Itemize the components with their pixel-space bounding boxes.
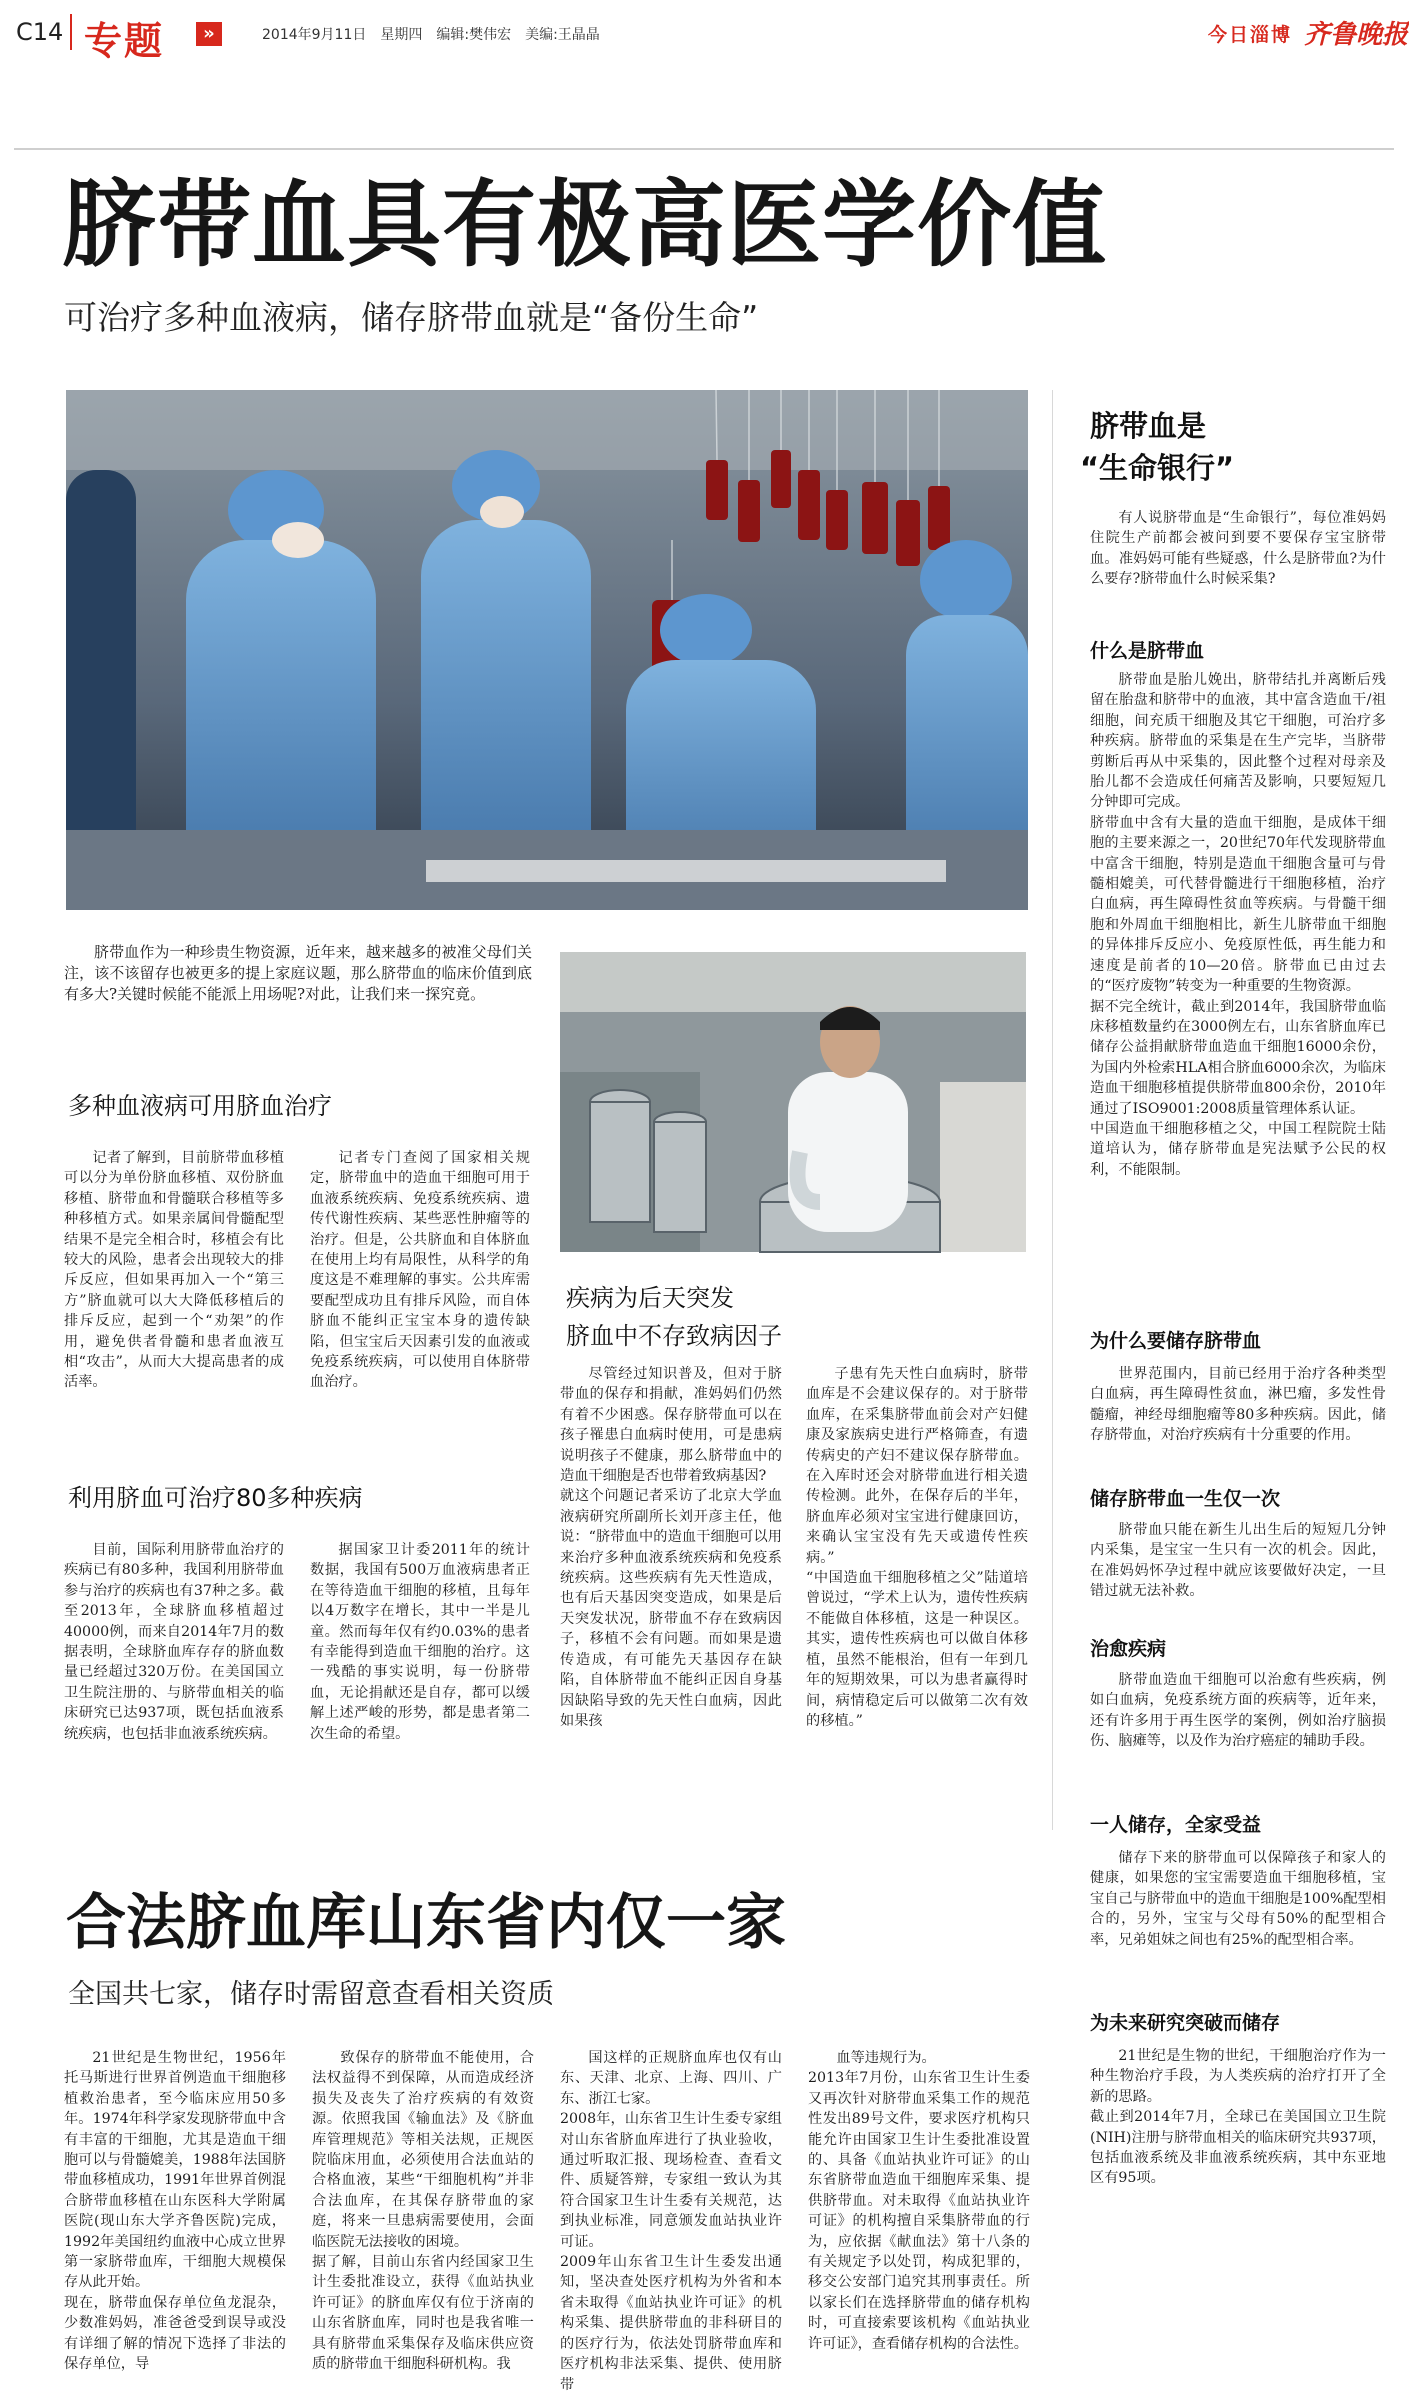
story2-col3-text: 国这样的正规脐血库也仅有山东、天津、北京、上海、四川、广东、浙江七家。 2008年，山东省卫生计生委专家组对山东省脐血库进行了执业验收，通过听取汇报、现场检查、查看文件、质疑答辩，专家组一致认为其符合国家卫生计生委有关规范，达到执业标准，同意颁发血站执业许可证。 2009年山东省卫生计生委发出通知，坚决查处医疗机构为外省和本省未取得《血站执业许可证》的机构采集、提供脐带血的非科研目的的医疗行为，依法处罚脐带血库和医疗机构非法采集、提供、使用脐带 — [560, 2050, 782, 2393]
inset-heading-line1: 疾病为后天突发 — [566, 1284, 734, 1312]
sidebar-heading-once: 储存脐带血一生仅一次 — [1090, 1488, 1281, 1510]
story2-headline: 合法脐血库山东省内仅一家 — [66, 1888, 786, 1958]
story2-col1-text: 21世纪是生物世纪，1956年托马斯进行世界首例造血干细胞移植救治患者，至今临床应用50多年。1974年科学家发现脐带血中含有丰富的干细胞，尤其是造血干细胞可以与骨髓媲美，1988年法国脐带血移植成功，1991年世界首例混合脐带血移植在山东医科大学附属医院(现山东大学齐鲁医院)完成，1992年美国纽约血液中心成立世界第一家脐带血库，干细胞大规模保存从此开始。 现在，脐带血保存单位鱼龙混杂，少数准妈妈，准爸爸受到误导或没有详细了解的情况下选择了非法的保存单位，导 — [64, 2050, 286, 2373]
section-arrow-icon: » — [196, 22, 222, 46]
section2-col1 — [64, 1540, 284, 1858]
sidebar-intro-text: 有人说脐带血是“生命银行”，每位准妈妈住院生产前都会被问到要不要保存宝宝脐带血。准妈妈可能有些疑惑，什么是脐带血?为什么要存?脐带血什么时候采集? — [1090, 510, 1386, 588]
sidebar-text-future — [1090, 2046, 1386, 2376]
inset-heading-line2: 脐血中不存致病因子 — [566, 1322, 782, 1350]
section2-col2-text: 据国家卫计委2011年的统计数据，我国有500万血液病患者正在等待造血干细胞的移植，且每年以4万数字在增长，其中一半是儿童。然而每年仅有约0.03%的患者有幸能得到造血干细胞的治疗。这一残酷的事实说明，每一份脐带血，无论捐献还是自存，都可以缓解上述严峻的形势，都是患者第二次生命的希望。 — [310, 1542, 530, 1742]
date-line: 2014年9月11日 星期四 编辑:樊伟宏 美编:王晶晶 — [262, 27, 600, 43]
inset-col2-text: 子患有先天性白血病时，脐带血库是不会建议保存的。对于脐带血库，在采集脐带血前会对产妇健康及家族病史进行严格筛查，有遗传病史的产妇不建议保存脐带血。在入库时还会对脐带血进行相关遗传检测。此外，在保存后的半年，脐血库必须对宝宝进行健康回访，来确认宝宝没有先天或遗传性疾病。” “中国造血干细胞移植之父”陆道培曾说过，“学术上认为，遗传性疾病不能做自体移植，这是一种误区。其实，遗传性疾病也可以做自体移植，虽然不能根治，但有一年到几年的短期效果，可以为患者赢得时间，病情稳定后可以做第二次有效的移植。” — [806, 1366, 1028, 1729]
sidebar-title-line1: 脐带血是 — [1090, 409, 1207, 443]
section1-heading: 多种血液病可用脐血治疗 — [68, 1092, 332, 1120]
story2-col4 — [808, 2048, 1030, 2378]
section1-col1-text: 记者了解到，目前脐带血移植可以分为单份脐血移植、双份脐血移植、脐带血和骨髓联合移植等多种移植方式。如果亲属间骨髓配型结果不是完全相合时，移植会有比较大的风险，患者会出现较大的排斥反应，但如果再加入一个“第三方”脐血就可以大大降低移植后的排斥反应，起到一个“劝架”的作用，避免供者骨髓和患者血液互相“攻击”，从而大大提高患者的成活率。 — [64, 1150, 284, 1391]
section1-col1 — [64, 1148, 284, 1492]
masthead-divider — [70, 14, 72, 50]
sidebar-text-cure-body: 脐带血造血干细胞可以治愈有些疾病，例如白血病，免疫系统方面的疾病等，近年来，还有许多用于再生医学的案例，例如治疗脑损伤、脑瘫等，以及作为治疗癌症的辅助手段。 — [1090, 1672, 1386, 1750]
sidebar-heading-what: 什么是脐带血 — [1090, 640, 1205, 662]
masthead — [0, 0, 1409, 72]
sidebar-intro — [1090, 508, 1386, 614]
sidebar-divider — [1052, 390, 1053, 1830]
sidebar-heading-why: 为什么要储存脐带血 — [1090, 1330, 1262, 1352]
sidebar-heading-future: 为未来研究突破而储存 — [1090, 2012, 1281, 2034]
sidebar-text-future-body: 21世纪是生物的世纪，干细胞治疗作为一种生物治疗手段，为人类疾病的治疗打开了全新的思路。 截止到2014年7月，全球已在美国国立卫生院(NIH)注册与脐带血相关的临床研究共937项，包括血液系统及非血液系统疾病，其中东亚地区有95项。 — [1090, 2048, 1386, 2187]
sidebar-heading-family: 一人储存，全家受益 — [1090, 1814, 1262, 1836]
sidebar-text-family-body: 储存下来的脐带血可以保障孩子和家人的健康，如果您的宝宝需要造血干细胞移植，宝宝自己与脐带血中的造血干细胞是100%配型相合的，另外，宝宝与父母有50%的配型相合率，兄弟姐妹之间也有25%的配型相合率。 — [1090, 1850, 1386, 1948]
section2-heading: 利用脐血可治疗80多种疾病 — [68, 1484, 363, 1512]
section2-col2 — [310, 1540, 530, 1858]
section1-col2 — [310, 1148, 530, 1492]
sidebar-text-once — [1090, 1520, 1386, 1622]
story1-intro — [64, 942, 532, 1048]
lab-photo — [66, 390, 1028, 910]
section-title: 专题 — [84, 19, 165, 63]
story2-col2 — [312, 2048, 534, 2378]
technician-photo-illustration — [560, 952, 1026, 1252]
section1-col2-text: 记者专门查阅了国家相关规定，脐带血中的造血干细胞可用于血液系统疾病、免疫系统疾病、遗传代谢性疾病、某些恶性肿瘤等的治疗。但是，公共脐血和自体脐血在使用上均有局限性，从科学的角度这是不难理解的事实。公共库需要配型成功且有排斥风险，而自体脐血不能纠正宝宝本身的遗传缺陷，但宝宝后天因素引发的血液或免疫系统疾病，可以使用自体脐带血治疗。 — [310, 1150, 530, 1391]
sidebar-title-line2: “生命银行” — [1080, 451, 1235, 485]
masthead-rule — [14, 148, 1394, 150]
inset-col2 — [806, 1364, 1028, 1858]
story1-intro-text: 脐带血作为一种珍贵生物资源，近年来，越来越多的被准父母们关注，该不该留存也被更多的提上家庭议题，那么脐带血的临床价值到底有多大?关键时候能不能派上用场呢?对此，让我们来一探究竟。 — [64, 943, 532, 1003]
sidebar-text-what-body: 脐带血是胎儿娩出，脐带结扎并离断后残留在胎盘和脐带中的血液，其中富含造血干/祖细胞，间充质干细胞及其它干细胞，可治疗多种疾病。脐带血的采集是在生产完毕，当脐带剪断后再从中采集的，因此整个过程对母亲及胎儿都不会造成任何痛苦及影响，只要短短几分钟即可完成。 脐带血中含有大量的造血干细胞，是成体干细胞的主要来源之一，20世纪70年代发现脐带血中富含干细胞，特别是造血干细胞含量可与骨髓相媲美，可代替骨髓进行干细胞移植，治疗白血病，再生障碍性贫血等疾病。与骨髓干细胞和外周血干细胞相比，新生儿脐带血干细胞的异体排斥反应小、免疫原性低，再生能力和速度是前者的10—20倍。脐带血已由过去的“医疗废物”转变为一种重要的生物资源。 据不完全统计，截止到2014年，我国脐带血临床移植数量约在3000例左右，山东省脐血库已储存公益捐献脐带血造血干细胞16000余份，为国内外检索HLA相合脐血6000余次，为临床造血干细胞移植提供脐带血800余份，2010年通过了ISO9001:2008质量管理体系认证。 中国造血干细胞移植之父，中国工程院院士陆道培认为，储存脐带血是宪法赋予公民的权利，不能限制。 — [1090, 672, 1386, 1178]
story2-col1 — [64, 2048, 286, 2378]
section2-col1-text: 目前，国际利用脐带血治疗的疾病已有80多种，我国利用脐带血参与治疗的疾病也有37种之多。截至2013年，全球脐血移植超过40000例，而来自2014年7月的数据表明，全球脐血库存存的脐血数量已经超过320万份。在美国国立卫生院注册的、与脐带血相关的临床研究已达937项，既包括血液系统疾病，也包括非血液系统疾病。 — [64, 1542, 284, 1742]
paper-logo: 齐鲁晚报 — [1304, 20, 1409, 50]
sidebar-text-family — [1090, 1848, 1386, 1992]
story1-subhead: 可治疗多种血液病，储存脐带血就是“备份生命” — [64, 298, 759, 337]
sidebar-text-what — [1090, 670, 1386, 1310]
sidebar-text-why-body: 世界范围内，目前已经用于治疗各种类型白血病，再生障碍性贫血，淋巴瘤，多发性骨髓瘤，神经母细胞瘤等80多种疾病。因此，储存脐带血，对治疗疾病有十分重要的作用。 — [1090, 1366, 1386, 1444]
sidebar-text-cure — [1090, 1670, 1386, 1794]
sidebar-text-once-body: 脐带血只能在新生儿出生后的短短几分钟内采集，是宝宝一生只有一次的机会。因此，在准妈妈怀孕过程中就应该要做好决定，一旦错过就无法补救。 — [1090, 1522, 1386, 1600]
story2-col2-text: 致保存的脐带血不能使用，合法权益得不到保障，从而造成经济损失及丧失了治疗疾病的有效资源。依照我国《输血法》及《脐血库管理规范》等相关法规，正规医院临床用血，必须使用合法血站的合格血液，某些“干细胞机构”并非合法血库，在其保存脐带血的家庭，将来一旦患病需要使用，会面临医院无法接收的困境。 据了解，目前山东省内经国家卫生计生委批准设立，获得《血站执业许可证》的脐血库仅有位于济南的山东省脐血库，同时也是我省唯一具有脐带血采集保存及临床供应资质的脐带血干细胞科研机构。我 — [312, 2050, 534, 2373]
technician-photo — [560, 952, 1026, 1252]
story1-headline: 脐带血具有极高医学价值 — [62, 171, 1108, 280]
paper-name: 今日淄博 — [1208, 24, 1293, 46]
lab-photo-illustration — [66, 390, 1028, 910]
story2-col4-text: 血等违规行为。 2013年7月份，山东省卫生计生委又再次针对脐带血采集工作的规范性发出89号文件，要求医疗机构只能允许由国家卫生计生委批准设置的、具备《血站执业许可证》的山东省脐带血造血干细胞库采集、提供脐带血。对未取得《血站执业许可证》的机构擅自采集脐带血的行为，应依据《献血法》第十八条的有关规定予以处罚，构成犯罪的，移交公安部门追究其刑事责任。所以家长们在选择脐带血的储存机构时，可直接索要该机构《血站执业许可证》，查看储存机构的合法性。 — [808, 2050, 1030, 2352]
sidebar-text-why — [1090, 1364, 1386, 1466]
story2-col3 — [560, 2048, 782, 2393]
sidebar-heading-cure: 治愈疾病 — [1090, 1638, 1167, 1660]
inset-col1-text: 尽管经过知识普及，但对于脐带血的保存和捐献，准妈妈们仍然有着不少困惑。保存脐带血可以在孩子罹患白血病时使用，可是患病说明孩子不健康，那么脐带血中的造血干细胞是否也带着致病基因? 就这个问题记者采访了北京大学血液病研究所副所长刘开彦主任，他说：“脐带血中的造血干细胞可以用来治疗多种血液系统疾病和免疫系统疾病。这些疾病有先天性造成，也有后天基因突变造成，如果是后天突发状况，脐带血不存在致病因子，移植不会有问题。而如果是遗传造成，有可能先天基因存在缺陷，自体脐带血不能纠正因自身基因缺陷导致的先天性白血病，因此如果孩 — [560, 1366, 782, 1729]
page-number: C14 — [16, 18, 64, 46]
story2-subhead: 全国共七家，储存时需留意查看相关资质 — [68, 1979, 554, 2010]
inset-col1 — [560, 1364, 782, 1858]
